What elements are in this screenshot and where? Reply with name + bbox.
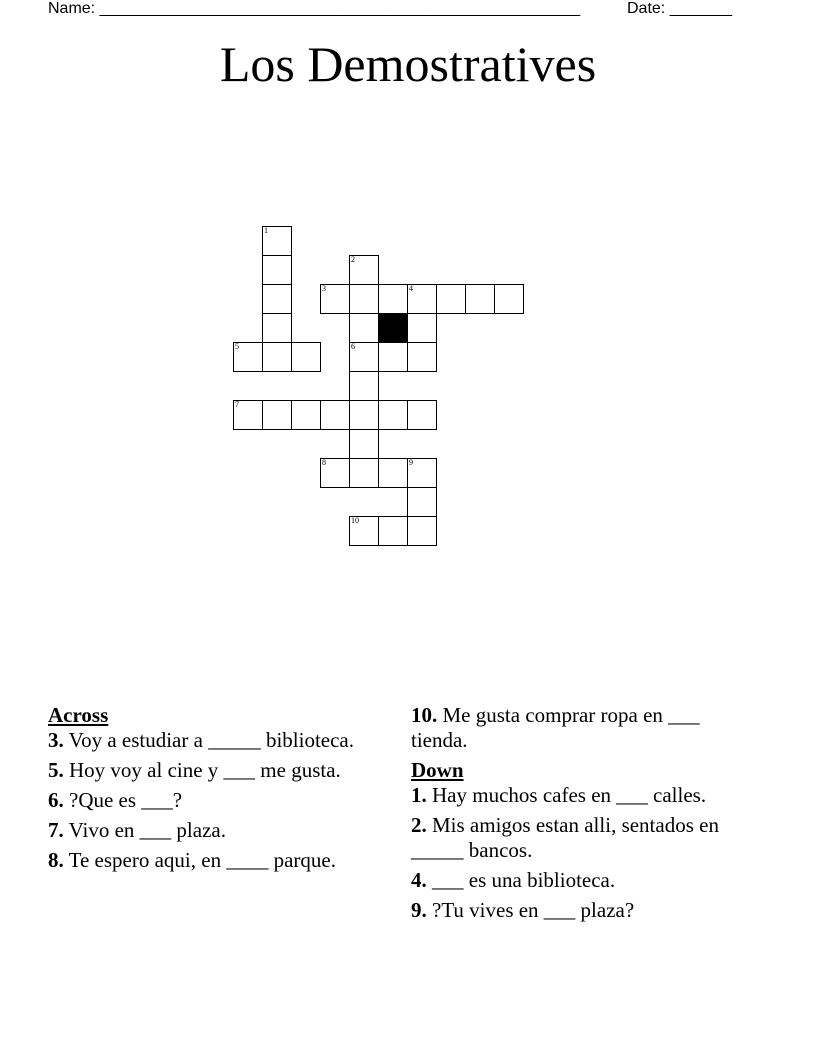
crossword-cell[interactable] bbox=[349, 371, 379, 401]
clue-text: Me gusta comprar ropa en ___ tienda. bbox=[411, 703, 700, 752]
across-heading: Across bbox=[48, 703, 109, 727]
clue-number: 4. bbox=[411, 868, 427, 892]
cell-number: 6 bbox=[351, 342, 355, 351]
cell-number: 8 bbox=[322, 458, 326, 467]
crossword-cell[interactable] bbox=[407, 284, 437, 314]
crossword-cell[interactable] bbox=[291, 342, 321, 372]
clue-down-1 bbox=[411, 783, 741, 808]
crossword-cell[interactable] bbox=[407, 313, 437, 343]
crossword-cell[interactable] bbox=[378, 400, 408, 430]
crossword-cell[interactable] bbox=[262, 255, 292, 285]
clue-text: ___ es una biblioteca. bbox=[426, 868, 616, 892]
cell-number: 5 bbox=[235, 342, 239, 351]
crossword-cell[interactable] bbox=[320, 284, 350, 314]
clue-number: 8. bbox=[48, 848, 64, 872]
crossword-cell[interactable] bbox=[407, 458, 437, 488]
clue-text: Hay muchos cafes en ___ calles. bbox=[426, 783, 707, 807]
cell-number: 1 bbox=[264, 226, 268, 235]
clue-number: 5. bbox=[48, 758, 64, 782]
crossword-cell[interactable] bbox=[262, 226, 292, 256]
clue-text: Vivo en ___ plaza. bbox=[63, 818, 226, 842]
crossword-cell[interactable] bbox=[407, 516, 437, 546]
crossword-cell[interactable] bbox=[262, 313, 292, 343]
name-field[interactable]: Name: ______________________________________________________ bbox=[48, 0, 581, 17]
crossword-cell[interactable] bbox=[320, 458, 350, 488]
clue-text: Hoy voy al cine y ___ me gusta. bbox=[63, 758, 341, 782]
cell-number: 3 bbox=[322, 284, 326, 293]
cell-number: 9 bbox=[409, 458, 413, 467]
crossword-cell[interactable] bbox=[262, 342, 292, 372]
clue-down-4 bbox=[411, 868, 741, 893]
date-field[interactable]: Date: _______ bbox=[627, 0, 732, 17]
crossword-cell[interactable] bbox=[349, 284, 379, 314]
crossword-cell[interactable] bbox=[349, 516, 379, 546]
crossword-cell[interactable] bbox=[349, 458, 379, 488]
crossword-cell[interactable] bbox=[378, 458, 408, 488]
crossword-cell[interactable] bbox=[465, 284, 495, 314]
crossword-cell[interactable] bbox=[320, 400, 350, 430]
clue-text: ?Que es ___? bbox=[63, 788, 183, 812]
down-heading: Down bbox=[411, 758, 464, 782]
clue-number: 9. bbox=[411, 898, 427, 922]
clue-across-3 bbox=[48, 728, 368, 753]
clue-number: 7. bbox=[48, 818, 64, 842]
clue-number: 1. bbox=[411, 783, 427, 807]
crossword-cell[interactable] bbox=[378, 284, 408, 314]
crossword-cell[interactable] bbox=[349, 313, 379, 343]
clue-text: Te espero aqui, en ____ parque. bbox=[63, 848, 336, 872]
worksheet-header bbox=[48, 0, 768, 20]
clue-text: ?Tu vives en ___ plaza? bbox=[426, 898, 635, 922]
clue-across-8 bbox=[48, 848, 368, 873]
crossword-cell[interactable] bbox=[407, 487, 437, 517]
crossword-cell[interactable] bbox=[233, 342, 263, 372]
clue-number: 10. bbox=[411, 703, 438, 727]
clues-left-column bbox=[48, 703, 368, 878]
clue-text: Voy a estudiar a _____ biblioteca. bbox=[63, 728, 354, 752]
crossword-cell[interactable] bbox=[407, 400, 437, 430]
crossword-cell[interactable] bbox=[349, 342, 379, 372]
crossword-cell[interactable] bbox=[494, 284, 524, 314]
clue-number: 2. bbox=[411, 813, 427, 837]
clue-number: 3. bbox=[48, 728, 64, 752]
cell-number: 10 bbox=[351, 516, 359, 525]
cell-number: 4 bbox=[409, 284, 413, 293]
crossword-cell[interactable] bbox=[291, 400, 321, 430]
clues-right-column bbox=[411, 703, 741, 928]
crossword-cell[interactable] bbox=[349, 400, 379, 430]
cell-number: 7 bbox=[235, 400, 239, 409]
crossword-cell[interactable] bbox=[436, 284, 466, 314]
clue-text: Mis amigos estan alli, sentados en _____ bancos. bbox=[411, 813, 719, 862]
clue-across-6 bbox=[48, 788, 368, 813]
clue-across-7 bbox=[48, 818, 368, 843]
page-title: Los Demostratives bbox=[219, 36, 597, 92]
crossword-cell[interactable] bbox=[233, 400, 263, 430]
clue-down-9 bbox=[411, 898, 741, 923]
crossword-cell[interactable] bbox=[407, 342, 437, 372]
crossword-cell[interactable] bbox=[378, 342, 408, 372]
clue-number: 6. bbox=[48, 788, 64, 812]
cell-number: 2 bbox=[351, 255, 355, 264]
clue-down-2 bbox=[411, 813, 741, 863]
crossword-cell[interactable] bbox=[349, 429, 379, 459]
black-cell bbox=[378, 313, 408, 343]
crossword-cell[interactable] bbox=[378, 516, 408, 546]
crossword-cell[interactable] bbox=[262, 284, 292, 314]
crossword-cell[interactable] bbox=[262, 400, 292, 430]
clue-across-10 bbox=[411, 703, 741, 753]
crossword-cell[interactable] bbox=[349, 255, 379, 285]
clue-across-5 bbox=[48, 758, 368, 783]
